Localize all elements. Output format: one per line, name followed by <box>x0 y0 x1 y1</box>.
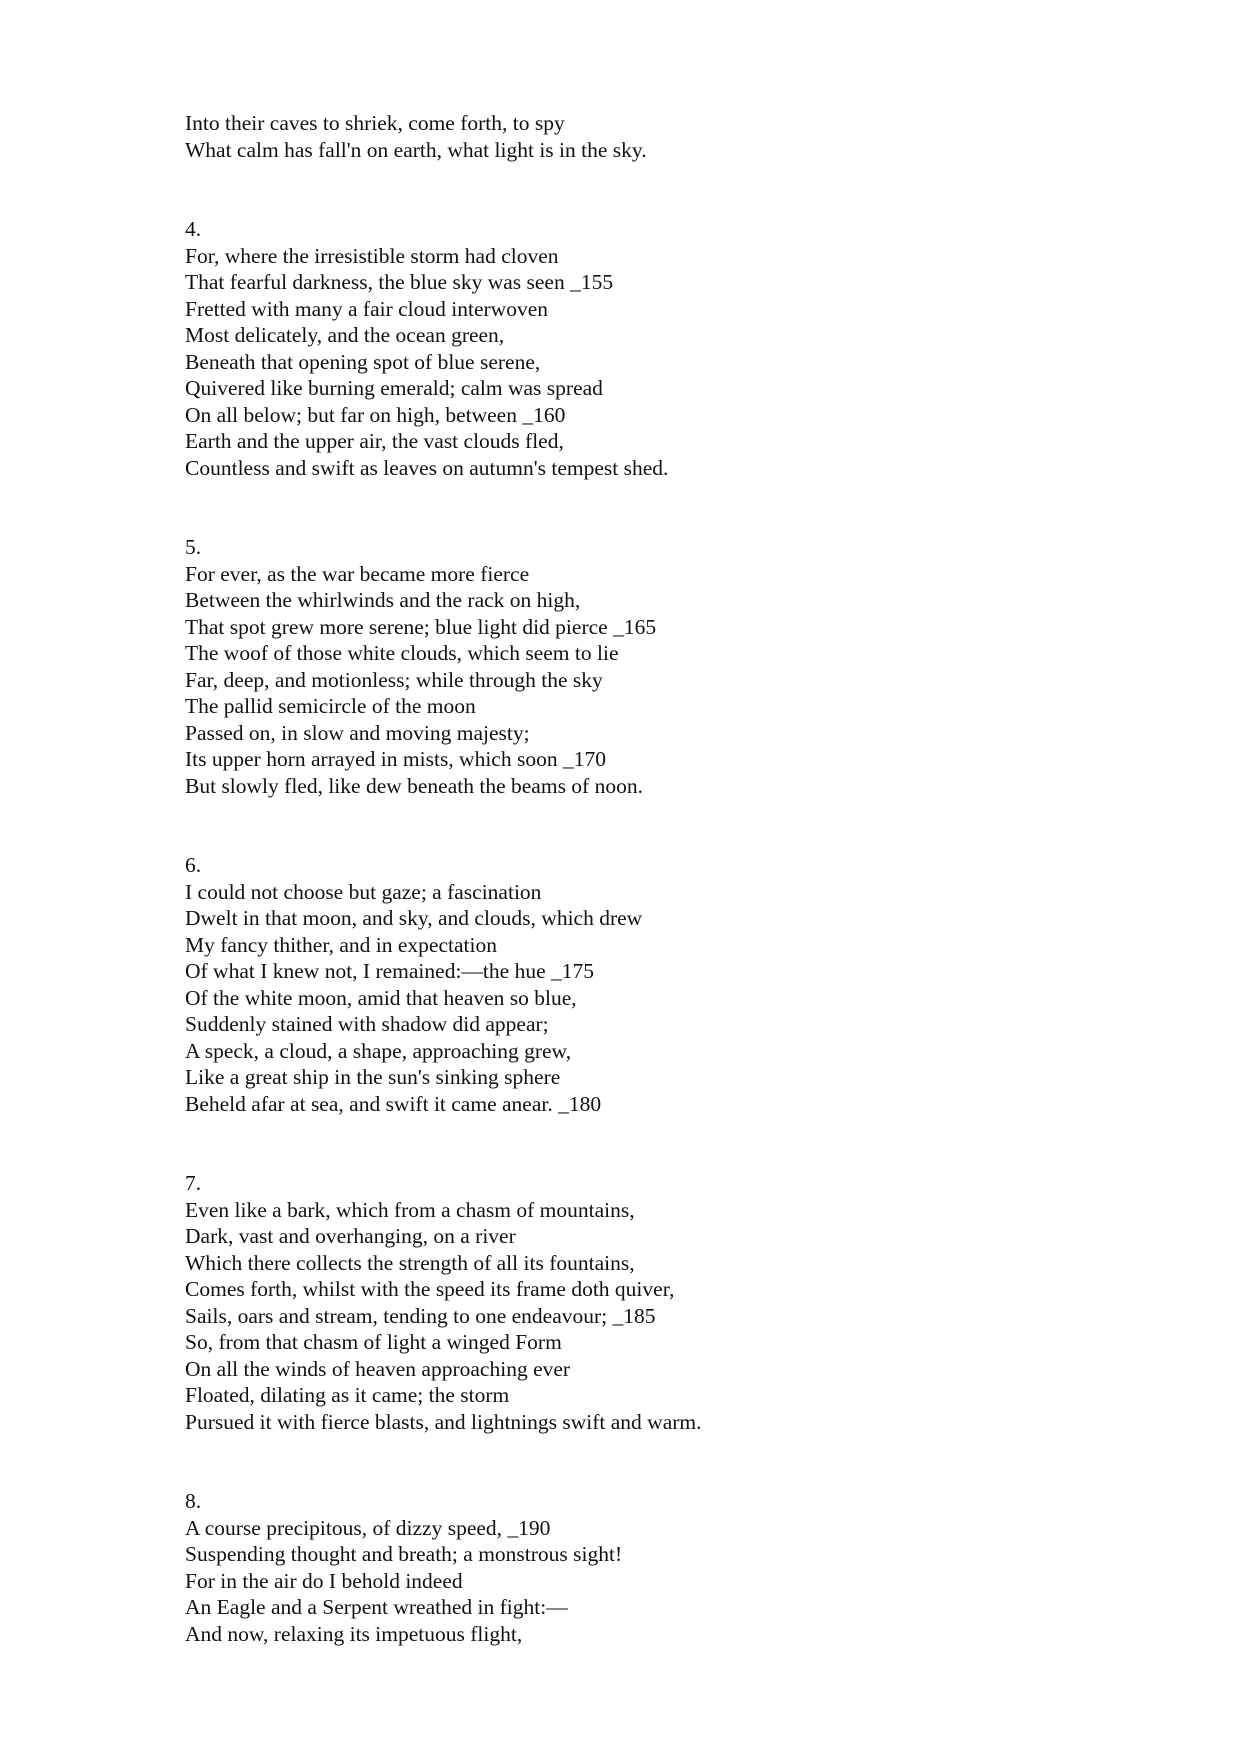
poem-line: That fearful darkness, the blue sky was seen _155 <box>185 270 614 294</box>
poem-line: A course precipitous, of dizzy speed, _190 <box>185 1515 551 1540</box>
poem-line: My fancy thither, and in expectation <box>185 932 497 957</box>
stanza-spacer <box>185 1435 1145 1488</box>
poem-line: Of the white moon, amid that heaven so blue, <box>185 985 577 1010</box>
poem-line: Passed on, in slow and moving majesty; <box>185 720 530 745</box>
poem-line: Dwelt in that moon, and sky, and clouds, which drew <box>185 906 643 930</box>
stanza-spacer <box>185 163 1145 216</box>
stanza-number: 7. <box>185 1171 202 1195</box>
poem-line: Like a great ship in the sun's sinking sphere <box>185 1065 561 1089</box>
poem-line: Fretted with many a fair cloud interwoven <box>185 296 549 321</box>
poem-line: For in the air do I behold indeed <box>185 1568 463 1593</box>
poem-line: I could not choose but gaze; a fascination <box>185 879 542 904</box>
poem-line: A speck, a cloud, a shape, approaching grew, <box>185 1038 572 1063</box>
poem-line: Between the whirlwinds and the rack on high, <box>185 588 581 612</box>
poem-line: On all the winds of heaven approaching ever <box>185 1356 571 1381</box>
poem-line: What calm has fall'n on earth, what light is in the sky. <box>185 137 647 162</box>
poem-line: An Eagle and a Serpent wreathed in fight:— <box>185 1595 568 1619</box>
poem-line: The pallid semicircle of the moon <box>185 694 476 718</box>
poem-line: Which there collects the strength of all its fountains, <box>185 1250 635 1275</box>
poem-line: Into their caves to shriek, come forth, to spy <box>185 111 565 135</box>
stanza-number: 8. <box>185 1489 202 1513</box>
stanza-number: 4. <box>185 217 202 241</box>
poem-line: Its upper horn arrayed in mists, which soon _170 <box>185 747 606 771</box>
poem-line: And now, relaxing its impetuous flight, <box>185 1621 523 1646</box>
poem-line: The woof of those white clouds, which seem to lie <box>185 641 619 665</box>
stanza-number: 5. <box>185 535 202 559</box>
stanza-spacer <box>185 481 1145 534</box>
poem-line: Far, deep, and motionless; while through the sky <box>185 667 603 692</box>
poem-line: Of what I knew not, I remained:—the hue _175 <box>185 959 594 983</box>
poem-line: Pursued it with fierce blasts, and lightnings swift and warm. <box>185 1409 702 1434</box>
poem-line: Suddenly stained with shadow did appear; <box>185 1012 549 1036</box>
poem-line: Comes forth, whilst with the speed its frame doth quiver, <box>185 1277 675 1301</box>
poem-line: Sails, oars and stream, tending to one endeavour; _185 <box>185 1303 656 1328</box>
poem-line: So, from that chasm of light a winged Form <box>185 1330 562 1354</box>
poem-line: But slowly fled, like dew beneath the beams of noon. <box>185 773 643 798</box>
poem-line: Countless and swift as leaves on autumn's tempest shed. <box>185 455 669 480</box>
poem-line: Beneath that opening spot of blue serene, <box>185 349 541 374</box>
poem-line: Floated, dilating as it came; the storm <box>185 1383 510 1407</box>
poem-line: Dark, vast and overhanging, on a river <box>185 1224 516 1248</box>
poem-line: Beheld afar at sea, and swift it came anear. _180 <box>185 1091 602 1116</box>
poem-line: Quivered like burning emerald; calm was spread <box>185 376 603 400</box>
poem-line: Most delicately, and the ocean green, <box>185 323 505 347</box>
poem-text <box>185 110 1145 1647</box>
stanza-spacer <box>185 1117 1145 1170</box>
poem-line: That spot grew more serene; blue light did pierce _165 <box>185 614 657 639</box>
stanza-spacer <box>185 799 1145 852</box>
stanza-number: 6. <box>185 853 202 877</box>
poem-line: For ever, as the war became more fierce <box>185 561 530 586</box>
poem-line: Suspending thought and breath; a monstrous sight! <box>185 1542 623 1566</box>
poem-line: For, where the irresistible storm had cloven <box>185 243 559 268</box>
poem-line: On all below; but far on high, between _160 <box>185 402 566 427</box>
poem-line: Even like a bark, which from a chasm of mountains, <box>185 1197 635 1222</box>
poem-line: Earth and the upper air, the vast clouds fled, <box>185 429 564 453</box>
